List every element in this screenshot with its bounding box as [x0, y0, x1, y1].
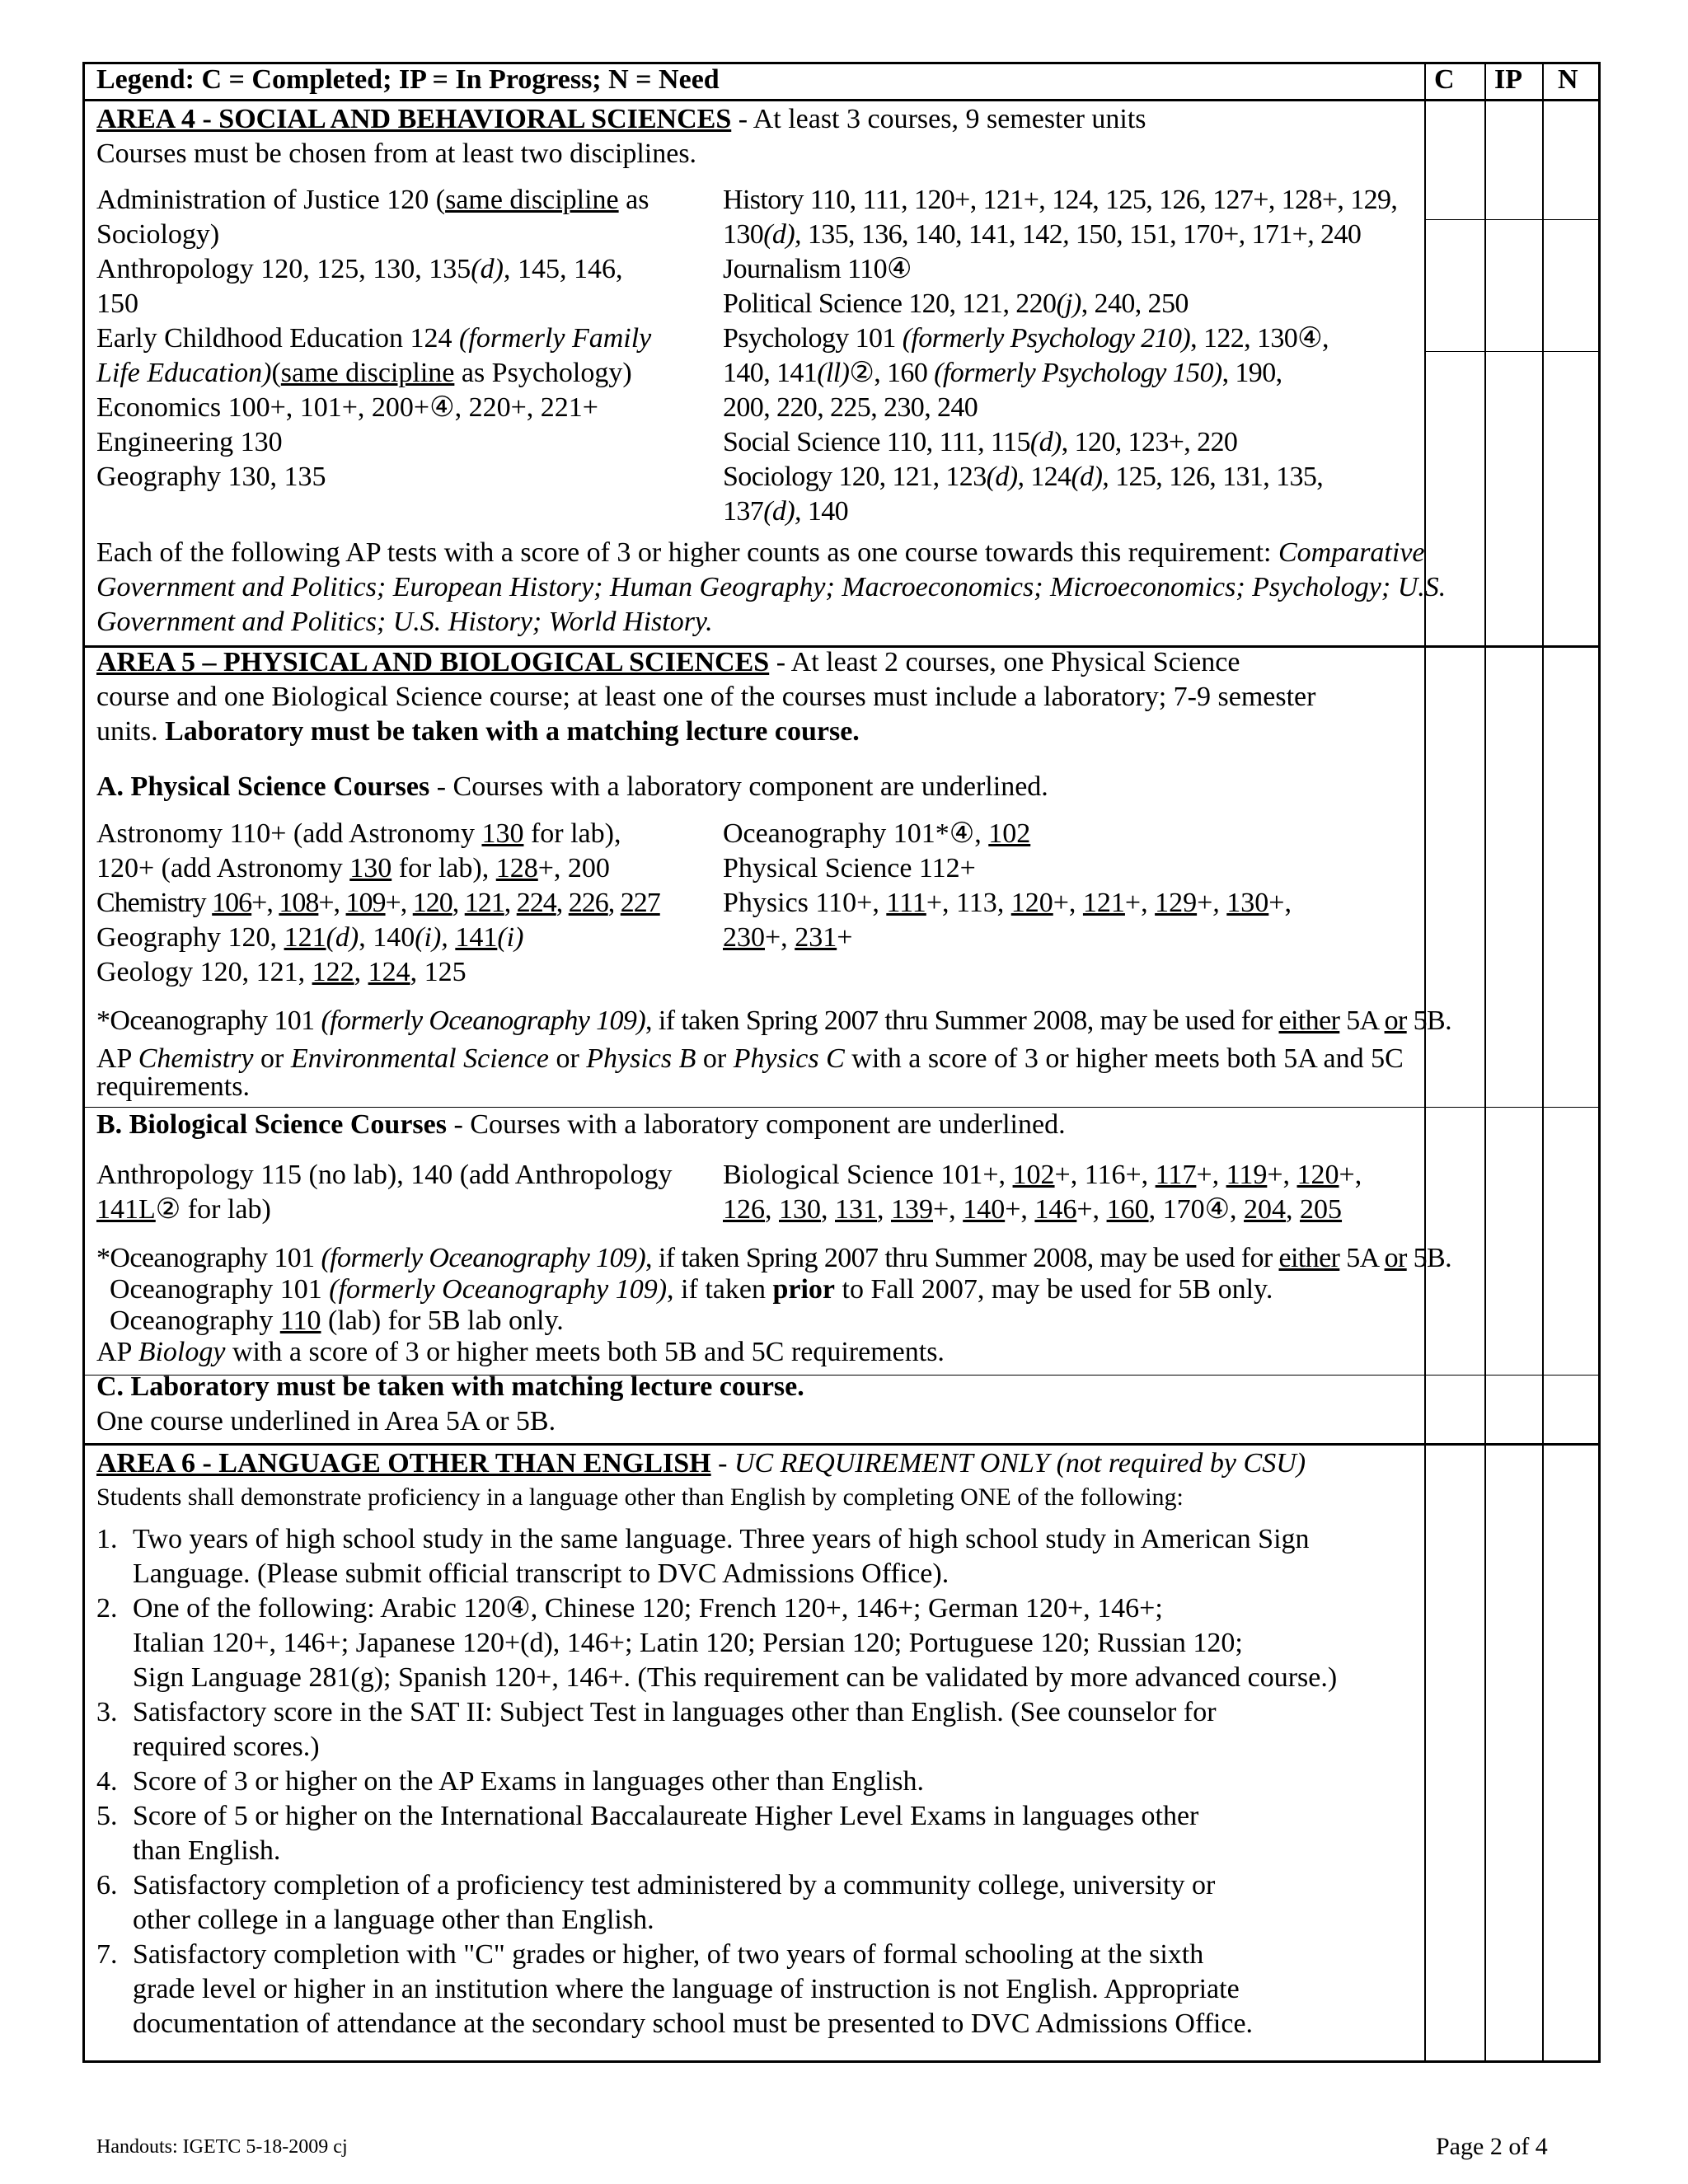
area5b-left-courses — [96, 1158, 673, 1227]
area5b-notes — [96, 1243, 1451, 1368]
course-line: 120+ (add Astronomy 130 for lab), 128+, 200 — [96, 853, 610, 883]
page-number: Page 2 of 4 — [1436, 2133, 1548, 2160]
area4-right-courses — [723, 183, 1397, 529]
ap-note-line: Government and Politics; U.S. History; World History. — [96, 607, 713, 637]
area5-line2: course and one Biological Science course; at least one of the courses must include a laboratory; 7-9 semester — [96, 682, 1316, 712]
ap-note-line: Government and Politics; European History; Human Geography; Macroeconomics; Microeconomics; Psychology; U.S. — [96, 572, 1447, 602]
course-line: 230+, 231+ — [723, 922, 853, 953]
course-line: Social Science 110, 111, 115(d), 120, 123+, 220 — [723, 427, 1238, 457]
legend-divider — [85, 99, 1600, 101]
check-row-divider — [1424, 351, 1600, 352]
area4-discipline-note: Courses must be chosen from at least two disciplines. — [96, 138, 697, 169]
course-line: 200, 220, 225, 230, 240 — [723, 392, 978, 423]
area5-line3: units. Laboratory must be taken with a matching lecture course. — [96, 716, 860, 747]
area5-title: AREA 5 – PHYSICAL AND BIOLOGICAL SCIENCES — [96, 647, 770, 677]
column-ip-header: IP — [1494, 64, 1522, 95]
course-line: 137(d), 140 — [723, 496, 849, 527]
area6-title-suffix: - UC REQUIREMENT ONLY (not required by CSU) — [710, 1448, 1306, 1479]
course-line: Physics 110+, 111+, 113, 120+, 121+, 129+, 130+, — [723, 888, 1292, 918]
area6-heading — [96, 1446, 1306, 1481]
area5b-heading: B. Biological Science Courses - Courses with a laboratory component are underlined. — [96, 1109, 1066, 1140]
area5c-line: One course underlined in Area 5A or 5B. — [96, 1406, 556, 1436]
course-line: Geology 120, 121, 122, 124, 125 — [96, 957, 467, 987]
legend-text: Legend: C = Completed; IP = In Progress; N = Need — [96, 64, 720, 95]
column-c-header: C — [1434, 64, 1455, 95]
column-divider-ip — [1484, 64, 1486, 2062]
course-line: Oceanography 101*④, 102 — [723, 818, 1031, 849]
footer-handout-id: Handouts: IGETC 5-18-2009 cj — [96, 2136, 348, 2158]
list-item: 1. Two years of high school study in the same language. Three years of high school study in American Sign Language. (Please submit official transcript to DVC Admissions Office). — [96, 1524, 1310, 1589]
course-line: Anthropology 115 (no lab), 140 (add Anthropology — [96, 1160, 673, 1190]
area5a-notes — [96, 1004, 1451, 1038]
area4-title: AREA 4 - SOCIAL AND BEHAVIORAL SCIENCES — [96, 104, 732, 134]
area6-options-list — [96, 1522, 1337, 2041]
course-line: Journalism 110④ — [723, 254, 912, 284]
area5-heading — [96, 645, 1240, 680]
course-line: Astronomy 110+ (add Astronomy 130 for lab), — [96, 818, 621, 849]
course-line: Political Science 120, 121, 220(j), 240, 250 — [723, 288, 1189, 319]
area6-intro: Students shall demonstrate proficiency in a language other than English by completing ONE of the following: — [96, 1483, 1184, 1511]
course-line: Biological Science 101+, 102+, 116+, 117+, 119+, 120+, — [723, 1160, 1362, 1190]
list-item: 6. Satisfactory completion of a proficiency test administered by a community college, university or other college in a language other than English. — [96, 1870, 1216, 1935]
course-line: Sociology 120, 121, 123(d), 124(d), 125, 126, 131, 135, — [723, 462, 1324, 492]
area5b-right-courses — [723, 1158, 1362, 1227]
area5a-ap-note — [96, 1045, 1404, 1101]
course-line: 150 — [96, 288, 138, 319]
list-item: 2. One of the following: Arabic 120④, Chinese 120; French 120+, 146+; German 120+, 146+; Italian 120+, 146+; Japanese 120+(d), 146+; Latin 120; Persian 120; Portuguese 120; Russian 120; Sign Language 281(g); Spanish 120+, 146+. (This requirement can be validated by more advanced course.) — [96, 1593, 1338, 1693]
course-line: Sociology) — [96, 219, 220, 250]
course-line: 141L② for lab) — [96, 1194, 271, 1225]
course-line: Administration of Justice 120 (same discipline as — [96, 185, 649, 215]
note-line: *Oceanography 101 (formerly Oceanography 109), if taken Spring 2007 thru Summer 2008, may be used for either 5A or 5B. — [96, 1243, 1451, 1273]
column-divider-c — [1424, 64, 1426, 2062]
area4-left-courses — [96, 183, 651, 494]
area5c-heading: C. Laboratory must be taken with matching lecture course. — [96, 1371, 804, 1402]
list-item: 3. Satisfactory score in the SAT II: Subject Test in languages other than English. (See counselor for required scores.) — [96, 1697, 1217, 1762]
list-item: 7. Satisfactory completion with "C" grades or higher, of two years of formal schooling at the sixth grade level or higher in an institution where the language of instruction is not English. Appropriate documentation of attendance at the secondary school must be presented to DVC Admissions Office. — [96, 1939, 1254, 2039]
course-line: Anthropology 120, 125, 130, 135(d), 145, 146, — [96, 254, 623, 284]
ap-note-line: Each of the following AP tests with a score of 3 or higher counts as one course towards this requirement: Comparative — [96, 537, 1425, 568]
area4-heading — [96, 102, 1146, 137]
course-line: History 110, 111, 120+, 121+, 124, 125, 126, 127+, 128+, 129, — [723, 185, 1398, 215]
course-line: Geography 130, 135 — [96, 462, 326, 492]
area4-title-suffix: - At least 3 courses, 9 semester units — [731, 104, 1146, 134]
area5-title-suffix: - At least 2 courses, one Physical Science — [769, 647, 1240, 677]
course-line: Early Childhood Education 124 (formerly Family — [96, 323, 652, 354]
area5a-heading: A. Physical Science Courses - Courses with a laboratory component are underlined. — [96, 771, 1048, 802]
course-line: Psychology 101 (formerly Psychology 210), 122, 130④, — [723, 323, 1329, 354]
note-line: *Oceanography 101 (formerly Oceanography 109), if taken Spring 2007 thru Summer 2008, may be used for either 5A or 5B. — [96, 1005, 1451, 1036]
course-line: Life Education)(same discipline as Psychology) — [96, 358, 632, 388]
note-line: requirements. — [96, 1071, 250, 1102]
course-line: 130(d), 135, 136, 140, 141, 142, 150, 151, 170+, 171+, 240 — [723, 219, 1362, 250]
area5a-left-courses — [96, 817, 660, 990]
column-divider-n — [1542, 64, 1544, 2062]
course-line: 140, 141(ll)②, 160 (formerly Psychology 150), 190, — [723, 358, 1282, 388]
area5-lab-rule: Laboratory must be taken with a matching lecture course. — [165, 716, 860, 747]
note-line: AP Chemistry or Environmental Science or Physics B or Physics C with a score of 3 or higher meets both 5A and 5C — [96, 1043, 1404, 1074]
course-line: Physical Science 112+ — [723, 853, 976, 883]
area5c-divider — [85, 1443, 1600, 1446]
area5a-right-courses — [723, 817, 1292, 955]
area6-title: AREA 6 - LANGUAGE OTHER THAN ENGLISH — [96, 1448, 711, 1479]
note-line: Oceanography 110 (lab) for 5B lab only. — [110, 1305, 564, 1336]
note-line: Oceanography 101 (formerly Oceanography 109), if taken prior to Fall 2007, may be used for 5B only. — [110, 1274, 1273, 1305]
list-item: 5. Score of 5 or higher on the International Baccalaureate Higher Level Exams in languages other than English. — [96, 1801, 1199, 1866]
course-line: Chemistry 106+, 108+, 109+, 120, 121, 224, 226, 227 — [96, 888, 660, 918]
column-n-header: N — [1558, 64, 1578, 95]
note-line: AP Biology with a score of 3 or higher meets both 5B and 5C requirements. — [96, 1337, 945, 1367]
course-line: Geography 120, 121(d), 140(i), 141(i) — [96, 922, 524, 953]
area4-ap-note — [96, 536, 1446, 640]
check-row-divider — [1424, 219, 1600, 220]
list-item: 4. Score of 3 or higher on the AP Exams in languages other than English. — [96, 1766, 925, 1797]
course-line: 126, 130, 131, 139+, 140+, 146+, 160, 170④, 204, 205 — [723, 1194, 1343, 1225]
course-line: Economics 100+, 101+, 200+④, 220+, 221+ — [96, 392, 598, 423]
course-line: Engineering 130 — [96, 427, 283, 457]
